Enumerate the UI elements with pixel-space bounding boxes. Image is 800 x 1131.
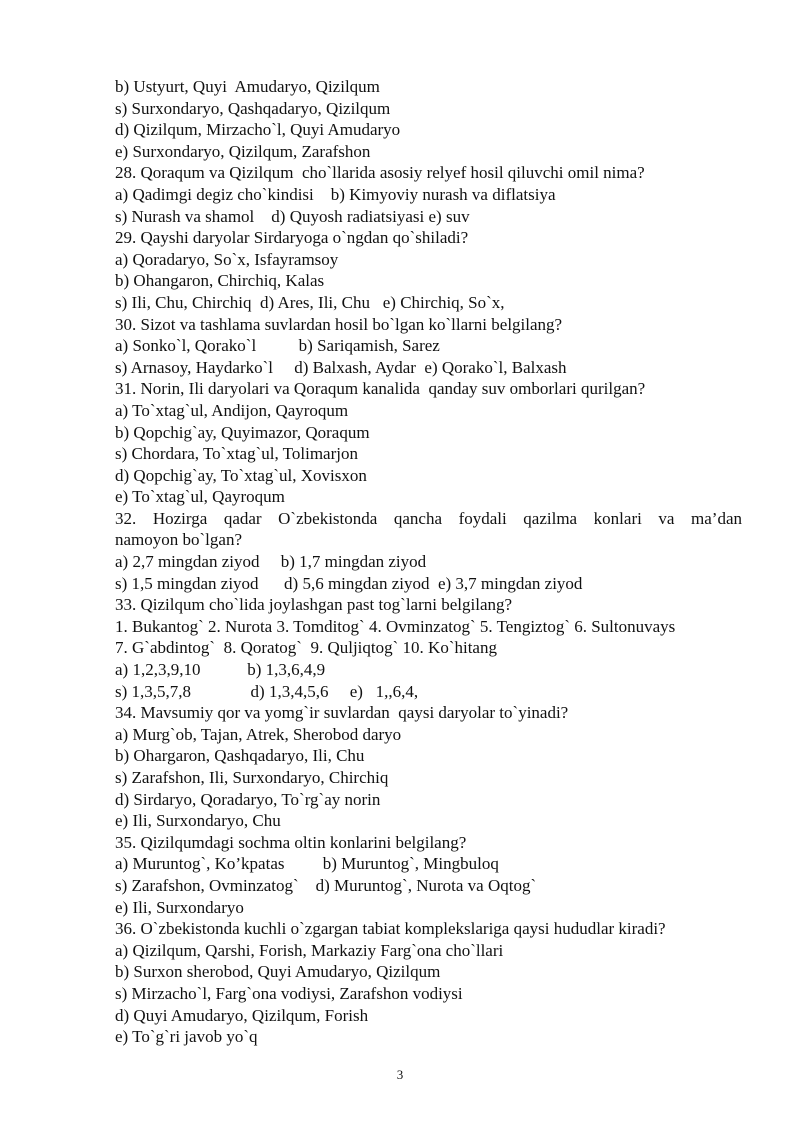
question-32: 32. Hozirga qadar O`zbekistonda qancha foydali qazilma konlari va ma’dan <box>115 508 742 528</box>
text-line: b) Surxon sherobod, Quyi Amudaryo, Qizilqum <box>115 962 441 982</box>
text-line: namoyon bo`lgan? <box>115 530 242 550</box>
text-line: s) Zarafshon, Ovminzatog` d) Muruntog`, Nurota va Oqtog` <box>115 875 537 895</box>
text-line: s) Nurash va shamol d) Quyosh radiatsiyasi e) suv <box>115 206 470 226</box>
text-line: s) Surxondaryo, Qashqadaryo, Qizilqum <box>115 98 391 118</box>
text-line: s) 1,3,5,7,8 d) 1,3,4,5,6 e) 1,,6,4, <box>115 681 419 701</box>
question-30: 30. Sizot va tashlama suvlardan hosil bo`lgan ko`llarni belgilang? <box>115 314 563 334</box>
text-line: d) Qizilqum, Mirzacho`l, Quyi Amudaryo <box>115 120 401 140</box>
question-36: 36. O`zbekistonda kuchli o`zgargan tabiat komplekslariga qaysi hududlar kiradi? <box>115 919 666 939</box>
text-line: a) Qoradaryo, So`x, Isfayramsoy <box>115 249 339 269</box>
text-line: d) Quyi Amudaryo, Qizilqum, Forish <box>115 1005 369 1025</box>
text-line: b) Qopchig`ay, Quyimazor, Qoraqum <box>115 422 370 442</box>
text-line: s) Mirzacho`l, Farg`ona vodiysi, Zarafshon vodiysi <box>115 983 463 1003</box>
text-line: e) To`xtag`ul, Qayroqum <box>115 487 285 507</box>
text-line: e) Surxondaryo, Qizilqum, Zarafshon <box>115 141 371 161</box>
text-body <box>115 76 742 1048</box>
question-31: 31. Norin, Ili daryolari va Qoraqum kanalida qanday suv omborlari qurilgan? <box>115 379 646 399</box>
text-line: b) Ustyurt, Quyi Amudaryo, Qizilqum <box>115 77 380 96</box>
text-line: a) Qizilqum, Qarshi, Forish, Markaziy Farg`ona cho`llari <box>115 940 504 960</box>
text-line: s) 1,5 mingdan ziyod d) 5,6 mingdan ziyod e) 3,7 mingdan ziyod <box>115 573 583 593</box>
text-line: s) Chordara, To`xtag`ul, Tolimarjon <box>115 444 358 464</box>
text-line: s) Zarafshon, Ili, Surxondaryo, Chirchiq <box>115 768 389 787</box>
text-line: a) 2,7 mingdan ziyod b) 1,7 mingdan ziyod <box>115 552 427 572</box>
question-35: 35. Qizilqumdagi sochma oltin konlarini belgilang? <box>115 832 467 852</box>
text-line: d) Qopchig`ay, To`xtag`ul, Xovisxon <box>115 465 367 485</box>
question-34: 34. Mavsumiy qor va yomg`ir suvlardan qaysi daryolar to`yinadi? <box>115 703 569 723</box>
text-line: s) Arnasoy, Haydarko`l d) Balxash, Aydar e) Qorako`l, Balxash <box>115 357 567 377</box>
text-line: a) Qadimgi degiz cho`kindisi b) Kimyoviy nurash va diflatsiya <box>115 184 556 204</box>
text-line: a) Sonko`l, Qorako`l b) Sariqamish, Sarez <box>115 336 440 356</box>
text-line: b) Ohargaron, Qashqadaryo, Ili, Chu <box>115 746 365 766</box>
text-line: a) Muruntog`, Ko’kpatas b) Muruntog`, Mingbuloq <box>115 854 499 874</box>
question-29: 29. Qayshi daryolar Sirdaryoga o`ngdan qo`shiladi? <box>115 228 469 248</box>
page-number: 3 <box>396 1067 404 1082</box>
text-line: b) Ohangaron, Chirchiq, Kalas <box>115 271 325 291</box>
text-line: s) Ili, Chu, Chirchiq d) Ares, Ili, Chu e) Chirchiq, So`x, <box>115 292 505 312</box>
text-line: a) To`xtag`ul, Andijon, Qayroqum <box>115 400 349 420</box>
text-line: a) Murg`ob, Tajan, Atrek, Sherobod daryo <box>115 724 402 744</box>
text-line: a) 1,2,3,9,10 b) 1,3,6,4,9 <box>115 660 326 680</box>
text-line: e) To`g`ri javob yo`q <box>115 1027 258 1047</box>
text-line: 7. G`abdintog` 8. Qoratog` 9. Quljiqtog` 10. Ko`hitang <box>115 638 497 658</box>
text-line: 1. Bukantog` 2. Nurota 3. Tomditog` 4. Ovminzatog` 5. Tengiztog` 6. Sultonuvays <box>115 616 676 636</box>
question-28: 28. Qoraqum va Qizilqum cho`llarida asosiy relyef hosil qiluvchi omil nima? <box>115 163 645 183</box>
text-line: d) Sirdaryo, Qoradaryo, To`rg`ay norin <box>115 789 381 809</box>
text-line: e) Ili, Surxondaryo, Chu <box>115 811 281 831</box>
question-33: 33. Qizilqum cho`lida joylashgan past tog`larni belgilang? <box>115 595 513 615</box>
text-line: e) Ili, Surxondaryo <box>115 897 244 917</box>
